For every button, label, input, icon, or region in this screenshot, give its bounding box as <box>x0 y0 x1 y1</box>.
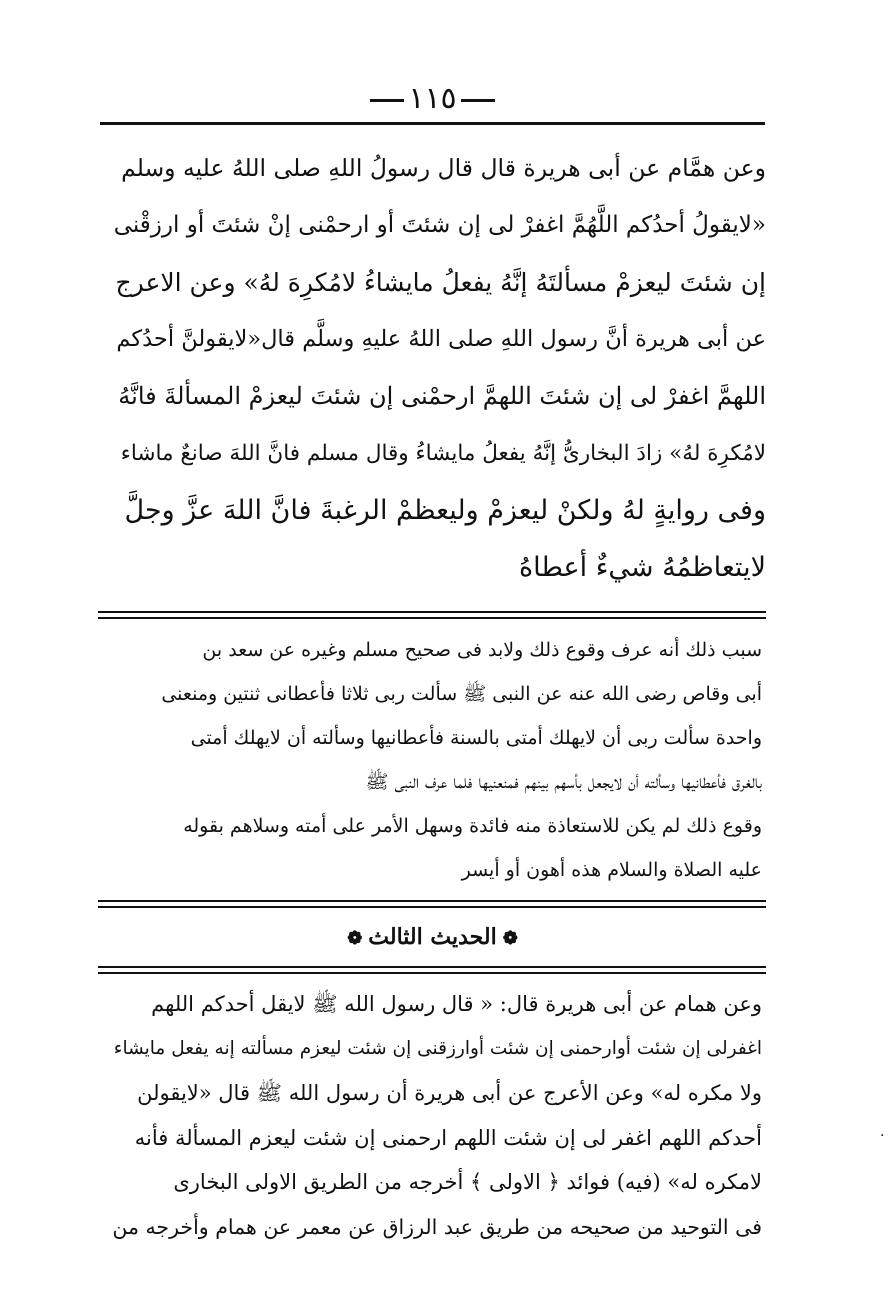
section-heading-text: الحديث الثالث <box>368 924 497 950</box>
text-line: واحدة سألت ربى أن لايهلك أمتى بالسنة فأعطانيها وسألته أن لايهلك أمتى <box>190 727 762 749</box>
text-line: لايتعاظمُهُ شيءٌ أعطاهُ <box>518 552 766 583</box>
text-line: عن أبى هريرة أنَّ رسول اللهِ صلى اللهُ عليهِ وسلَّم قال«لايقولنَّ أحدُكم <box>116 326 766 352</box>
text-line: وقوع ذلك لم يكن للاستعاذة منه فائدة وسهل الأمر على أمته وسلاهم بقوله <box>183 815 762 837</box>
ornament-icon: ❁ <box>347 928 363 949</box>
dash-left <box>370 99 404 102</box>
divider-double-top-1 <box>98 611 766 613</box>
commentary-text <box>104 628 762 892</box>
text-line: اللهمَّ اغفرْ لى إن شئتَ اللهمَّ ارحمْنى إن شئتَ ليعزمْ المسألةَ فانَّهُ <box>118 382 766 410</box>
page-number <box>100 82 765 116</box>
dash-right <box>461 99 495 102</box>
divider-double-low-2 <box>98 972 766 974</box>
text-line: ولا مكره له» وعن الأعرج عن أبى هريرة أن رسول الله ﷺ قال «لايقولن <box>137 1081 762 1105</box>
text-line: وعن همام عن أبى هريرة قال: « قال رسول الله ﷺ لايقل أحدكم اللهم <box>151 992 762 1016</box>
text-line: اغفرلى إن شئت أوارحمنى إن شئت أوارزقنى إن شئت ليعزم مسألته إنه يفعل مايشاء <box>113 1037 762 1059</box>
page-number-text: ١١٥ <box>408 81 457 116</box>
ornament-icon: ❁ <box>502 928 518 949</box>
text-line: إن شئتَ ليعزمْ مسألتَهُ إنَّهُ يفعلُ مايشاءُ لامُكرِهَ لهُ» وعن الاعرج <box>115 268 766 297</box>
header-rule <box>100 122 765 125</box>
text-line: «لايقولُ أحدُكم اللَّهُمَّ اغفرْ لى إن شئتَ أو ارحمْنى إنْ شئتَ أو ارزقْنى <box>113 212 766 238</box>
divider-double-mid-1 <box>98 900 766 902</box>
text-line: وفى روايةٍ لهُ ولكنْ ليعزمْ وليعظمْ الرغبةَ فانَّ اللهَ عزَّ وجلَّ <box>124 495 766 526</box>
text-line: لامُكرِهَ لهُ» زادَ البخارىُّ إنَّهُ يفعلُ مايشاءُ وقال مسلم فانَّ اللهَ صانعٌ ماشاء <box>120 441 766 466</box>
divider-double-top-2 <box>98 617 766 619</box>
text-line: عليه الصلاة والسلام هذه أهون أو أيسر <box>461 859 762 881</box>
page-header <box>100 72 765 132</box>
text-line: فى التوحيد من صحيحه من طريق عبد الرزاق عن معمر عن همام وأخرجه من <box>112 1214 762 1239</box>
text-line: أبى وقاص رضى الله عنه عن النبى ﷺ سألت ربى ثلاثا فأعطانى ثنتين ومنعنى <box>161 683 762 705</box>
text-line: بالغرق فأعطانيها وسألته أن لايجعل بأسهم بينهم فمنعنيها فلما عرف النبى ﷺ <box>365 771 762 793</box>
text-line: لامكره له» (فيه) فوائد ﴿ الاولى ﴾ أخرجه من الطريق الاولى البخارى <box>173 1170 762 1194</box>
third-hadith-text <box>102 982 762 1249</box>
divider-double-mid-2 <box>98 906 766 908</box>
text-line: أحدكم اللهم اغفر لى إن شئت اللهم ارحمنى إن شئت ليعزم المسألة فأنه <box>134 1125 762 1150</box>
main-hadith-text <box>108 140 766 596</box>
divider-double-low-1 <box>98 966 766 968</box>
text-line: سبب ذلك أنه عرف وقوع ذلك ولابد فى صحيح مسلم وغيره عن سعد بن <box>202 639 762 661</box>
text-line: وعن همَّام عن أبى هريرة قال قال رسولُ اللهِ صلى اللهُ عليه وسلم <box>121 154 766 182</box>
section-heading <box>100 915 765 961</box>
margin-dot: · <box>880 1128 885 1144</box>
